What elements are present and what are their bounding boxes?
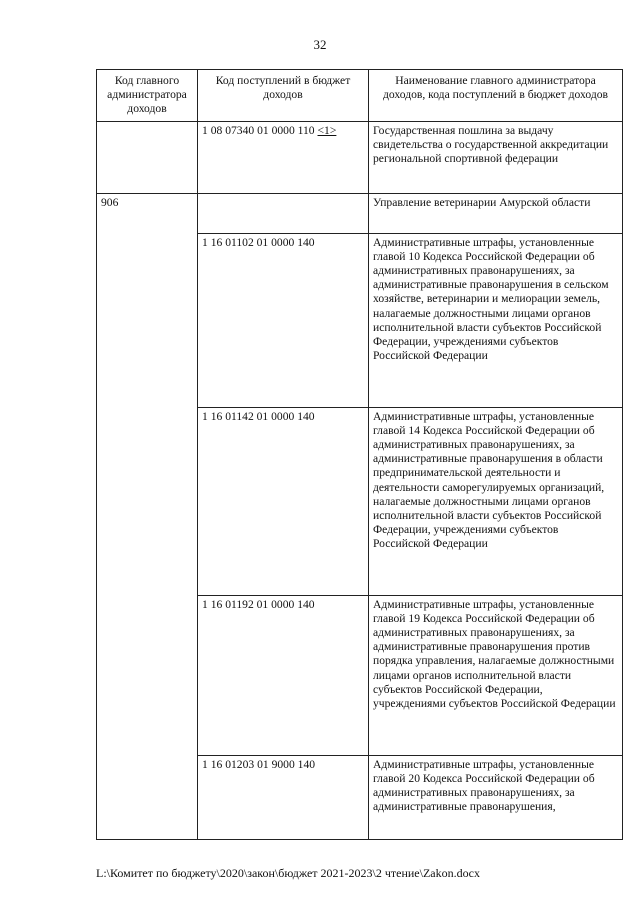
- name-cell: Административные штрафы, установленные главой 14 Кодекса Российской Федерации об административных правонарушениях, за административные правонарушения в области предпринимательской деятельности и деятельности саморегулируемых организаций, налагаемые должностными лицами органов исполнительной власти субъектов Российской Федерации, учреждениями субъектов Российской Федерации: [369, 407, 623, 595]
- header-admin-code: Код главного администратора доходов: [97, 70, 198, 122]
- table-row: [97, 193, 623, 233]
- name-cell: Управление ветеринарии Амурской области: [369, 193, 623, 233]
- revenue-code-cell: 1 16 01102 01 0000 140: [198, 233, 369, 407]
- revenue-code-cell: [198, 121, 369, 193]
- page-number: 32: [313, 37, 327, 52]
- table-row: [97, 755, 623, 839]
- table-row: [97, 407, 623, 595]
- admin-code-cell: [97, 121, 198, 193]
- admin-code-cell: [97, 233, 198, 407]
- budget-revenue-table: [96, 69, 623, 840]
- admin-code-cell: [97, 407, 198, 595]
- admin-code-cell: 906: [97, 193, 198, 233]
- admin-code-cell: [97, 755, 198, 839]
- name-cell: Административные штрафы, установленные главой 10 Кодекса Российской Федерации об административных правонарушениях, за административные правонарушения в сельском хозяйстве, ветеринарии и мелиорации земель, налагаемые должностными лицами органов исполнительной власти субъектов Российской Федерации, учреждениями субъектов Российской Федерации: [369, 233, 623, 407]
- revenue-code-cell: 1 16 01192 01 0000 140: [198, 595, 369, 755]
- header-name: Наименование главного администратора доходов, кода поступлений в бюджет доходов: [369, 70, 623, 122]
- revenue-code-cell: 1 16 01142 01 0000 140: [198, 407, 369, 595]
- footnote-link[interactable]: <1>: [317, 123, 337, 137]
- table-row: [97, 121, 623, 193]
- table-row: [97, 233, 623, 407]
- header-revenue-code: Код поступлений в бюджет доходов: [198, 70, 369, 122]
- table-header-row: [97, 70, 623, 122]
- footer-file-path: L:\Комитет по бюджету\2020\закон\бюджет 2021-2023\2 чтение\Zakon.docx: [96, 866, 480, 880]
- revenue-code-cell: 1 16 01203 01 9000 140: [198, 755, 369, 839]
- revenue-code: 1 08 07340 01 0000 110: [202, 123, 315, 137]
- table-row: [97, 595, 623, 755]
- name-cell: Административные штрафы, установленные главой 19 Кодекса Российской Федерации об административных правонарушениях, за административные правонарушения против порядка управления, налагаемые должностными лицами органов исполнительной власти субъектов Российской Федерации, учреждениями субъектов Российской Федерации: [369, 595, 623, 755]
- admin-code-cell: [97, 595, 198, 755]
- name-cell: Государственная пошлина за выдачу свидетельства о государственной аккредитации региональной спортивной федерации: [369, 121, 623, 193]
- name-cell: Административные штрафы, установленные главой 20 Кодекса Российской Федерации об административных правонарушениях, за административные правонарушения,: [369, 755, 623, 839]
- revenue-code-cell: [198, 193, 369, 233]
